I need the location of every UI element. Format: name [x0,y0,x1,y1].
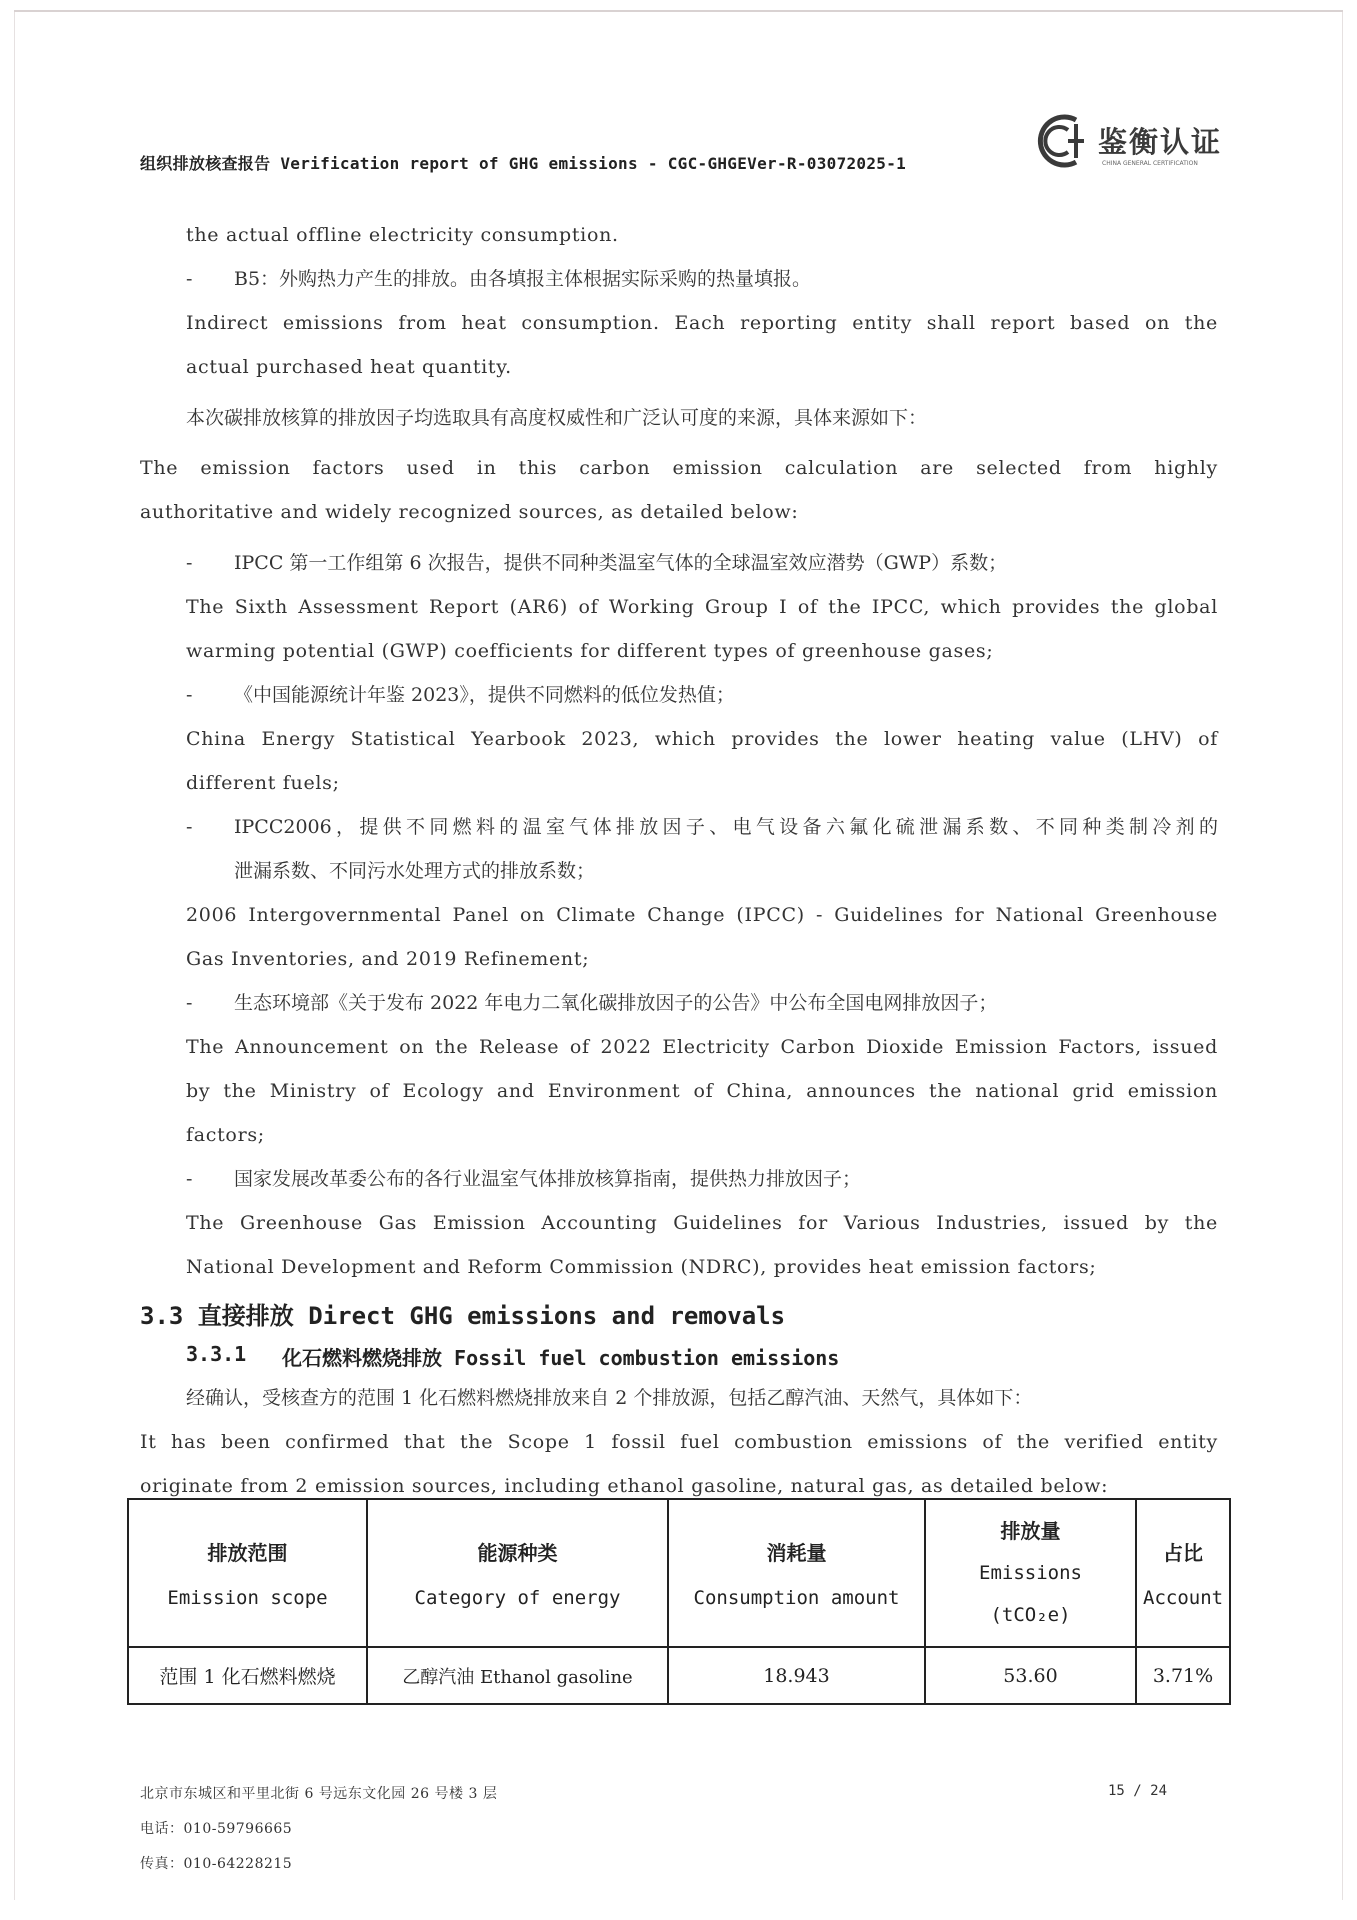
bullet-dash: - [186,1168,193,1190]
source-5-en-line-2: National Development and Reform Commission (NDRC), provides heat emission factors; [186,1256,1097,1278]
header-energy-category [367,1499,668,1647]
source-1-en-line-2: warming potential (GWP) coefficients for different types of greenhouse gases; [186,640,994,662]
source-5-en-line-1: The Greenhouse Gas Emission Accounting Guidelines for Various Industries, issued by the [186,1212,1218,1234]
scan-right-border [1342,12,1343,1900]
logo-text: 鉴衡认证 [1098,125,1223,159]
source-2-en-line-1: China Energy Statistical Yearbook 2023, which provides the lower heating value (LHV) of [186,728,1218,750]
confirm-en-line-2: originate from 2 emission sources, including ethanol gasoline, natural gas, as detailed below: [140,1475,1109,1497]
bullet-dash: - [186,992,193,1014]
page-number: 15 / 24 [1108,1783,1168,1799]
bullet-dash: - [186,684,193,706]
paragraph-line: the actual offline electricity consumption. [186,224,619,246]
bullet-dash: - [186,552,193,574]
cell-energy: 乙醇汽油 Ethanol gasoline [367,1647,668,1704]
source-3-zh-line-2: 泄漏系数、不同污水处理方式的排放系数； [234,860,596,882]
source-4-en-line-1: The Announcement on the Release of 2022 Electricity Carbon Dioxide Emission Factors, issued [186,1036,1218,1058]
header-en: Emissions [979,1562,1082,1584]
header-en: Emission scope [167,1587,328,1609]
subsection-number: 3.3.1 [186,1342,247,1366]
header-consumption [668,1499,925,1647]
header-emission-scope [128,1499,367,1647]
source-5-zh: 国家发展改革委公布的各行业温室气体排放核算指南，提供热力排放因子； [234,1168,862,1190]
intro-en-line-1: The emission factors used in this carbon emission calculation are selected from highly [140,457,1218,479]
source-3-en-line-2: Gas Inventories, and 2019 Refinement; [186,948,590,970]
footer-phone: 电话：010-59796665 [140,1821,293,1837]
intro-zh: 本次碳排放核算的排放因子均选取具有高度权威性和广泛认可度的来源，具体来源如下： [186,407,928,429]
bullet-dash: - [186,268,193,290]
footer-fax: 传真：010-64228215 [140,1856,293,1872]
header-zh: 排放量 [1000,1519,1061,1543]
bullet-dash: - [186,816,193,838]
header-en: Consumption amount [693,1587,900,1609]
table-header-row [128,1499,1230,1647]
confirm-zh: 经确认，受核查方的范围 1 化石燃料燃烧排放来自 2 个排放源，包括乙醇汽油、天然气，具体如下： [186,1387,1033,1409]
header-zh: 占比 [1163,1541,1203,1565]
header-en: Account [1143,1587,1224,1609]
cell-scope: 范围 1 化石燃料燃烧 [128,1647,367,1704]
b5-en-line-1: Indirect emissions from heat consumption. Each reporting entity shall report based on the [186,312,1218,334]
source-3-zh-line-1: IPCC2006，提供不同燃料的温室气体排放因子、电气设备六氟化硫泄漏系数、不同种类制冷剂的 [234,816,1218,838]
source-2-zh: 《中国能源统计年鉴 2023》，提供不同燃料的低位发热值； [234,684,735,706]
logo-subtext: CHINA GENERAL CERTIFICATION [1102,160,1198,167]
header-emissions [925,1499,1136,1647]
subsection-title: 化石燃料燃烧排放 Fossil fuel combustion emissions [282,1346,840,1370]
source-4-en-line-2: by the Ministry of Ecology and Environment of China, announces the national grid emission [186,1080,1218,1102]
source-4-en-line-3: factors; [186,1124,265,1146]
source-2-en-line-2: different fuels; [186,772,340,794]
b5-en-line-2: actual purchased heat quantity. [186,356,512,378]
intro-en-line-2: authoritative and widely recognized sources, as detailed below: [140,501,799,523]
header-zh: 能源种类 [477,1541,558,1565]
source-4-zh: 生态环境部《关于发布 2022 年电力二氧化碳排放因子的公告》中公布全国电网排放因子； [234,992,998,1014]
cell-consumption: 18.943 [668,1647,925,1704]
scan-left-border [14,12,15,1900]
company-logo [1032,110,1222,172]
cell-share: 3.71% [1136,1647,1230,1704]
header-account [1136,1499,1230,1647]
report-header-title: 组织排放核查报告 Verification report of GHG emissions - CGC-GHGEVer-R-03072025-1 [140,154,907,173]
table-row [128,1647,1230,1704]
header-zh: 消耗量 [766,1541,827,1565]
header-unit: (tCO₂e) [990,1604,1071,1626]
header-en: Category of energy [414,1587,621,1609]
cell-emissions: 53.60 [925,1647,1136,1704]
b5-zh: B5：外购热力产生的排放。由各填报主体根据实际采购的热量填报。 [234,268,812,290]
emissions-table [127,1498,1231,1705]
scan-top-border [14,10,1343,12]
confirm-en-line-1: It has been confirmed that the Scope 1 fossil fuel combustion emissions of the verified entity [140,1431,1218,1453]
source-3-en-line-1: 2006 Intergovernmental Panel on Climate Change (IPCC) - Guidelines for National Greenhouse [186,904,1218,926]
gc-logo-icon [1032,110,1096,172]
source-1-zh: IPCC 第一工作组第 6 次报告，提供不同种类温室气体的全球温室效应潜势（GWP）系数； [234,552,1008,574]
header-zh: 排放范围 [207,1541,288,1565]
source-1-en-line-1: The Sixth Assessment Report (AR6) of Working Group I of the IPCC, which provides the global [186,596,1218,618]
section-heading: 3.3 直接排放 Direct GHG emissions and removals [140,1302,786,1330]
footer-address: 北京市东城区和平里北街 6 号远东文化园 26 号楼 3 层 [140,1786,498,1802]
